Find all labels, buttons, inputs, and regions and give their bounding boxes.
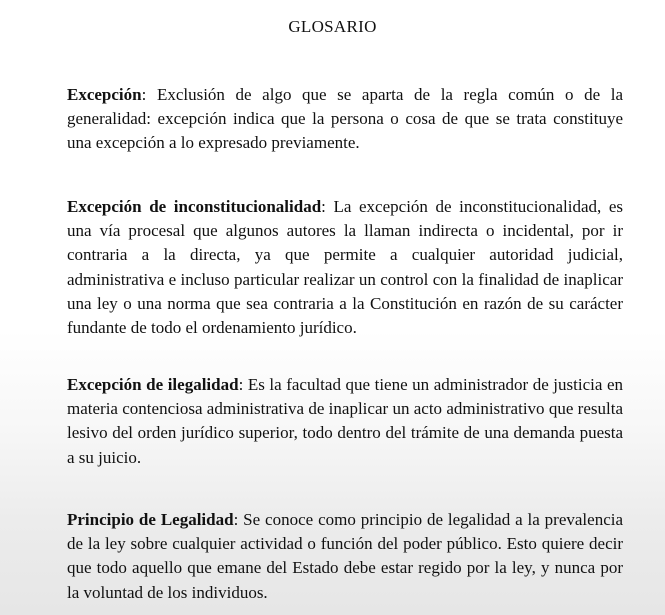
glossary-entry bbox=[67, 508, 623, 605]
term-separator: : bbox=[141, 85, 147, 104]
glossary-definition: La excepción de inconstitucionalidad, es una vía procesal que algunos autores la llaman indirecta o incidental, por ir contraria a la directa, ya que permite a cualquier autoridad judicial, administrativa e incluso particular realizar un control con la finalidad de inaplicar una ley o una norma que sea contraria a la Constitución en razón de su carácter fundante de todo el ordenamiento jurídico. bbox=[67, 197, 624, 338]
glossary-entry bbox=[67, 373, 623, 470]
glossary-definition: Se conoce como principio de legalidad a la prevalencia de la ley sobre cualquier actividad o función del poder público. Esto quiere decir que todo aquello que emane del Estado debe estar regido por la ley, y nunca por la voluntad de los individuos. bbox=[67, 510, 624, 602]
glossary-entry bbox=[67, 195, 623, 340]
term-separator: : bbox=[233, 510, 239, 529]
page-title: GLOSARIO bbox=[288, 17, 377, 36]
glossary-definition: Es la facultad que tiene un administrador de justicia en materia contenciosa administrativa de inaplicar un acto administrativo que resulta lesivo del orden jurídico superior, todo dentro del trámite de una demanda puesta a su juicio. bbox=[67, 375, 623, 467]
glossary-definition: Exclusión de algo que se aparta de la regla común o de la generalidad: excepción indica que la persona o cosa de que se trata constituye una excepción a lo expresado previamente. bbox=[67, 85, 623, 153]
glossary-term: Excepción de inconstitucionalidad bbox=[67, 197, 322, 216]
glossary-entry bbox=[67, 83, 623, 156]
glossary-term: Principio de Legalidad bbox=[67, 510, 234, 529]
glossary-term: Excepción bbox=[67, 85, 142, 104]
term-separator: : bbox=[238, 375, 244, 394]
term-separator: : bbox=[321, 197, 326, 216]
glossary-term: Excepción de ilegalidad bbox=[67, 375, 239, 394]
